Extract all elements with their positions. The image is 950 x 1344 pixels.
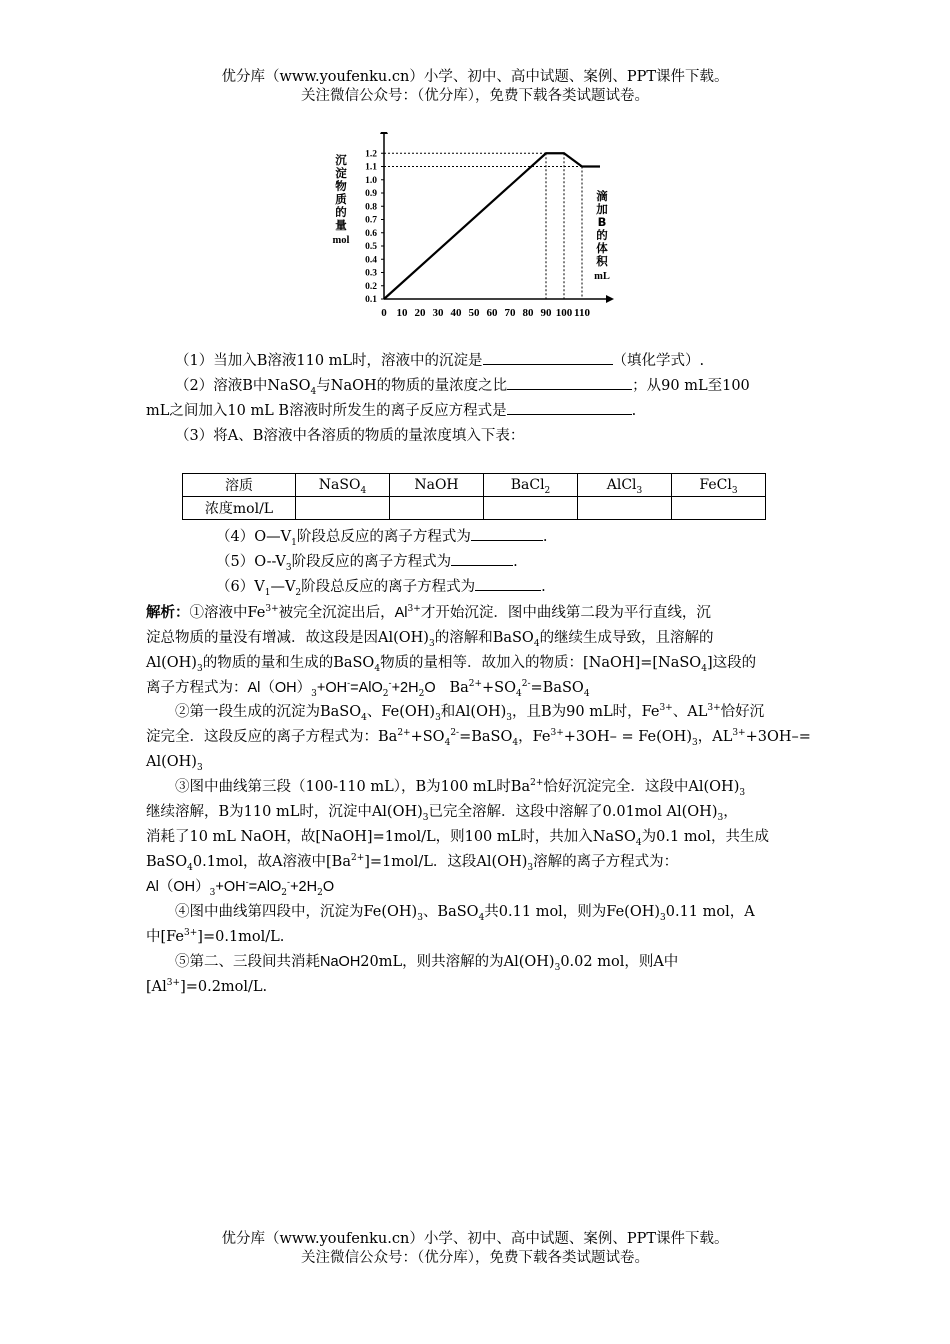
table-row: [183, 497, 766, 520]
answer-blank[interactable]: [507, 375, 632, 390]
answer-blank[interactable]: [451, 551, 513, 566]
header-line-1: 优分库（www.youfenku.cn）小学、初中、高中试题、案例、PPT课件下载。: [221, 69, 729, 85]
y-tick-label: 0.8: [365, 202, 377, 213]
y-tick-label: 0.6: [365, 228, 377, 239]
x-tick-label: 60: [486, 307, 498, 319]
question-4: $(4)O—V_1$阶段总反应的离子方程式为 .: [216, 525, 878, 550]
table-input-cell[interactable]: [296, 497, 390, 520]
table-cell: BaCl$_2$: [484, 474, 578, 497]
x-tick-label: 90: [540, 307, 552, 319]
analysis-label: 解析：: [146, 604, 190, 621]
question-1: （1）当加入B溶液110 mL时，溶液中的沉淀是 （填化学式）.: [146, 349, 808, 374]
table-header-row: [183, 474, 766, 497]
x-tick-label: 110: [574, 307, 590, 319]
x-axis-label: 的: [596, 228, 608, 242]
footer-line-2: 关注微信公众号：（优分库），免费下载各类试题试卷。: [301, 1250, 649, 1266]
question-3: （3）将A、B溶液中各溶质的物质的量浓度填入下表：: [175, 428, 525, 444]
y-tick-label: 1.2: [365, 149, 377, 160]
analysis-para-2: ②第一段生成的沉淀为BaSO$_4$、$Fe(OH)_3$和$Al(OH)_3$，且B为90 mL时，$Fe^{3+}$、$AL^{3+}$恰好沉 淀完全．这段反应的离子方程式为：$Ba^{2+}+SO_4^{2-}=BaSO_4$，$Fe^{3+}+3OH- = Fe(OH)_3$，$AL^{3+}+3OH-=$ $Al(OH)_3$: [146, 703, 811, 773]
x-tick-label: 10: [396, 307, 408, 319]
table-input-cell[interactable]: [578, 497, 672, 520]
y-axis-label: 淀: [335, 166, 347, 180]
table-input-cell[interactable]: [390, 497, 484, 520]
x-tick-label: 70: [504, 307, 516, 319]
analysis-para-3: ③图中曲线第三段（100-110 mL），B为100 mL时$Ba^{2+}$恰好沉淀完全．这段中$Al(OH)_3$ 继续溶解，B为110 mL时，沉淀中$Al(OH)_3$已完全溶解．这段中溶解了0.01mol $Al(OH)_3$， 消耗了10 mL NaOH，故[NaOH]=1mol/L，则100 mL时，共加入NaSO$_4$为0.1 mol，共生成 BaSO$_4$0.1mol，故A溶液中$[Ba^{2+}]=1mol/L$．这段$Al(OH)_3$溶解的离子方程式为： $Al(OH)_3+OH^-=AlO_2^-+2H_2O$: [146, 778, 769, 898]
page-footer: [0, 1230, 950, 1268]
header-line-2: 关注微信公众号：（优分库），免费下载各类试题试卷。: [301, 88, 649, 104]
footer-line-1: 优分库（www.youfenku.cn）小学、初中、高中试题、案例、PPT课件下载。: [221, 1231, 729, 1247]
y-axis-label: 量: [335, 218, 347, 232]
table-cell: 溶质: [183, 474, 296, 497]
y-axis-label: 沉: [335, 153, 347, 167]
x-axis-arrow: [606, 295, 614, 303]
y-tick-label: 0.2: [365, 281, 377, 292]
page-header: [0, 68, 950, 106]
chart-svg: [330, 132, 620, 327]
concentration-table: [182, 473, 766, 520]
x-axis-label: 体: [596, 241, 608, 255]
question-2: （2）溶液B中NaSO$_4$与NaOH的物质的量浓度之比 ；从90 mL至100 mL之间加入10 mL B溶液时所发生的离子反应方程式是 .: [146, 374, 808, 424]
y-tick-label: 0.5: [365, 242, 377, 252]
y-axis-label: 物: [335, 179, 347, 193]
x-axis-label: 加: [596, 202, 608, 216]
table-cell: FeCl$_3$: [672, 474, 766, 497]
answer-blank[interactable]: [483, 350, 613, 365]
question-5: $(5)O--V_3$阶段反应的离子方程式为 .: [216, 550, 878, 575]
x-axis-label: 滴: [596, 189, 608, 203]
x-tick-label: 30: [432, 307, 444, 319]
y-axis-label: mol: [332, 235, 350, 246]
analysis-para-1: 解析：①溶液中$Fe^{3+}$被完全沉淀出后，$Al^{3+}$才开始沉淀．图中曲线第二段为平行直线，沉 淀总物质的量没有增减．故这段是因$Al(OH)_3$的溶解和BaSO$_4$的继续生成导致，且溶解的 $Al(OH)_3$的物质的量和生成的BaSO$_4$物质的量相等．故加入的物质：[NaOH]=[NaSO$_4$]这段的 离子方程式为：$Al(OH)_3+OH^-=AlO_2^-+2H_2O$ $Ba^{2+}+SO_4^{2-}=BaSO_4$: [146, 604, 757, 699]
x-axis-label: mL: [594, 271, 610, 282]
y-tick-label: 0.1: [365, 295, 377, 305]
y-tick-label: 1.1: [365, 162, 377, 173]
x-tick-label: 40: [450, 307, 462, 319]
analysis-para-4: ④图中曲线第四段中，沉淀为$Fe(OH)_3$、BaSO$_4$共0.11 mol，则为$Fe(OH)_30.11$ mol，A 中$[Fe^{3+}]=0.1mol/L$.: [146, 904, 755, 945]
y-tick-label: 0.3: [365, 268, 377, 279]
y-axis-label: 的: [335, 205, 347, 219]
y-tick-label: 0.9: [365, 189, 377, 199]
x-tick-label: 100: [555, 307, 573, 319]
x-axis-label: 积: [596, 254, 608, 268]
answer-blank[interactable]: [507, 400, 632, 415]
table-cell: AlCl$_3$: [578, 474, 672, 497]
y-tick-label: 0.7: [365, 215, 377, 226]
x-tick-label: 80: [522, 307, 534, 319]
question-6: $(6)V_1—V_2$阶段总反应的离子方程式为 .: [216, 575, 878, 600]
x-tick-label: 0: [381, 307, 387, 319]
x-axis-label: B: [597, 215, 607, 229]
answer-blank[interactable]: [475, 576, 541, 591]
table-input-cell[interactable]: [484, 497, 578, 520]
y-tick-label: 1.0: [365, 175, 377, 186]
table-cell: NaSO$_4$: [296, 474, 390, 497]
answer-blank[interactable]: [471, 526, 543, 541]
series-line-precipitate: [384, 153, 600, 299]
table-cell: 浓度mol/L: [183, 497, 296, 520]
y-axis-label: 质: [335, 192, 347, 206]
table-cell: NaOH: [390, 474, 484, 497]
table-input-cell[interactable]: [672, 497, 766, 520]
x-tick-label: 20: [414, 307, 426, 319]
y-tick-label: 0.4: [365, 255, 377, 266]
analysis-para-5: ⑤第二、三段间共消耗NaOH20mL，则共溶解的为$Al(OH)_30.02$ mol，则A中 $[Al^{3+}]=0.2mol/L$.: [146, 954, 679, 995]
precipitate-chart: [330, 132, 620, 327]
x-tick-label: 50: [468, 307, 480, 319]
y-axis-arrow: [380, 132, 388, 134]
